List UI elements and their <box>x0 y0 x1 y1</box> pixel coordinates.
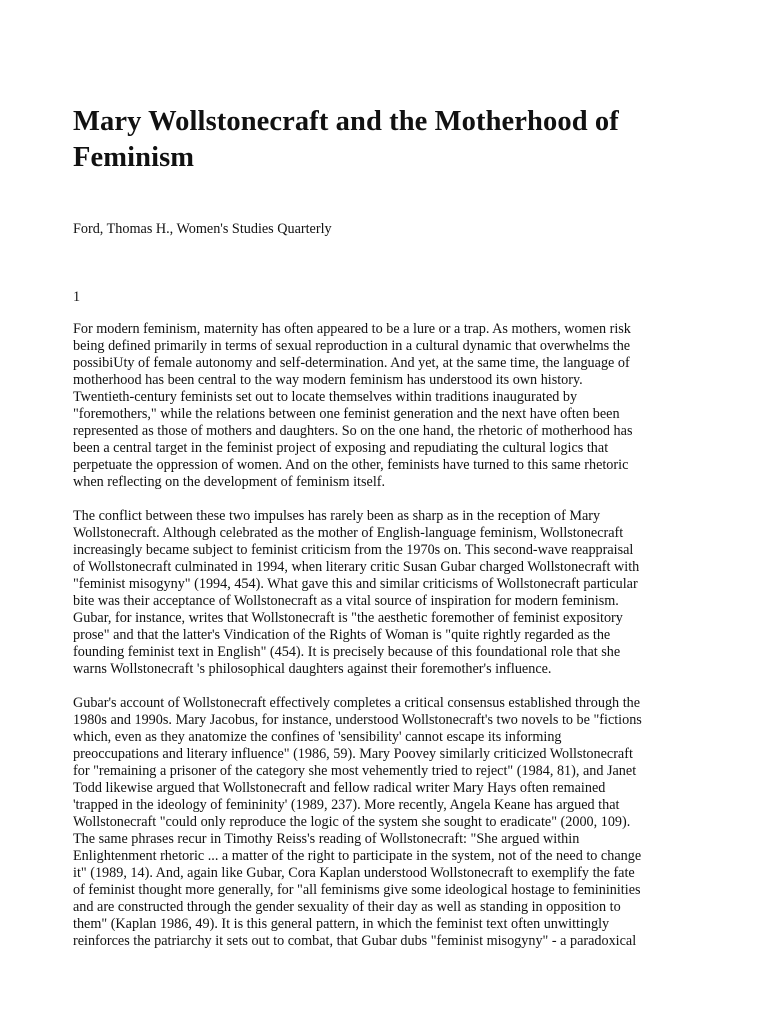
text-line: for "remaining a prisoner of the category she most vehemently tried to reject" (1984, 81), and Janet <box>73 763 637 779</box>
text-line: and are constructed through the gender sexuality of their day as well as standing in opposition to <box>73 899 621 915</box>
text-line: Enlightenment rhetoric ... a matter of the right to participate in the system, not of the need to change <box>73 848 642 864</box>
text-line: perpetuate the oppression of women. And on the other, feminists have turned to this same rhetoric <box>73 457 629 473</box>
text-line: when reflecting on the development of feminism itself. <box>73 474 386 490</box>
text-line: "feminist misogyny" (1994, 454). What gave this and similar criticisms of Wollstonecraft particular <box>73 576 638 592</box>
text-line: being defined primarily in terms of sexual reproduction in a cultural dynamic that overwhelms the <box>73 338 631 354</box>
article-body <box>73 321 713 967</box>
text-line: warns Wollstonecraft 's philosophical daughters against their foremother's influence. <box>73 661 552 677</box>
text-line: been a central target in the feminist project of exposing and repudiating the cultural logics that <box>73 440 609 456</box>
text-line: Twentieth-century feminists set out to locate themselves within traditions inaugurated by <box>73 389 578 405</box>
text-line: founding feminist text in English" (454). It is precisely because of this foundational role that she <box>73 644 621 660</box>
text-line: 'trapped in the ideology of femininity' (1989, 237). More recently, Angela Keane has argued that <box>73 797 620 813</box>
text-line: bite was their acceptance of Wollstonecraft as a vital source of inspiration for modern feminism. <box>73 593 619 609</box>
text-line: it" (1989, 14). And, again like Gubar, Cora Kaplan understood Wollstonecraft to exemplify the fate <box>73 865 635 881</box>
text-line: Gubar, for instance, writes that Wollstonecraft is "the aesthetic foremother of feminist expository <box>73 610 623 626</box>
text-line: reinforces the patriarchy it sets out to combat, that Gubar dubs "feminist misogyny" - a paradoxical <box>73 933 637 949</box>
text-line: represented as those of mothers and daughters. So on the one hand, the rhetoric of motherhood has <box>73 423 633 439</box>
article-title: Mary Wollstonecraft and the Motherhood of Feminism <box>73 106 619 173</box>
paragraph-3 <box>73 695 713 950</box>
text-line: motherhood has been central to the way modern feminism has understood its own history. <box>73 372 583 388</box>
paragraph-2 <box>73 508 713 678</box>
text-line: For modern feminism, maternity has often appeared to be a lure or a trap. As mothers, women risk <box>73 321 631 337</box>
text-line: "foremothers," while the relations between one feminist generation and the next have often been <box>73 406 620 422</box>
section-number: 1 <box>73 289 81 305</box>
text-line: increasingly became subject to feminist criticism from the 1970s on. This second-wave reappraisal <box>73 542 634 558</box>
text-line: them" (Kaplan 1986, 49). It is this general pattern, in which the feminist text often unwittingly <box>73 916 610 932</box>
text-line: Wollstonecraft. Although celebrated as the mother of English-language feminism, Wollstonecraft <box>73 525 624 541</box>
text-line: The conflict between these two impulses has rarely been as sharp as in the reception of Mary <box>73 508 601 524</box>
text-line: of Wollstonecraft culminated in 1994, when literary critic Susan Gubar charged Wollstonecraft with <box>73 559 640 575</box>
text-line: possibiUty of female autonomy and self-determination. And yet, at the same time, the language of <box>73 355 630 371</box>
text-line: 1980s and 1990s. Mary Jacobus, for instance, understood Wollstonecraft's two novels to be "fictions <box>73 712 642 728</box>
text-line: of feminist thought more generally, for "all feminisms give some ideological hostage to femininities <box>73 882 641 898</box>
text-line: Wollstonecraft "could only reproduce the logic of the system she sought to eradicate" (2000, 109). <box>73 814 631 830</box>
text-line: which, even as they anatomize the confines of 'sensibility' cannot escape its informing <box>73 729 562 745</box>
text-line: preoccupations and literary influence" (1986, 59). Mary Poovey similarly criticized Wollstonecraft <box>73 746 633 762</box>
text-line: prose" and that the latter's Vindication of the Rights of Woman is "quite rightly regarded as the <box>73 627 611 643</box>
text-line: Gubar's account of Wollstonecraft effectively completes a critical consensus established through the <box>73 695 641 711</box>
text-line: Todd likewise argued that Wollstonecraft and fellow radical writer Mary Hays often remained <box>73 780 606 796</box>
article-byline: Ford, Thomas H., Women's Studies Quarterly <box>73 221 332 237</box>
text-line: The same phrases recur in Timothy Reiss's reading of Wollstonecraft: "She argued within <box>73 831 580 847</box>
paragraph-1 <box>73 321 713 491</box>
